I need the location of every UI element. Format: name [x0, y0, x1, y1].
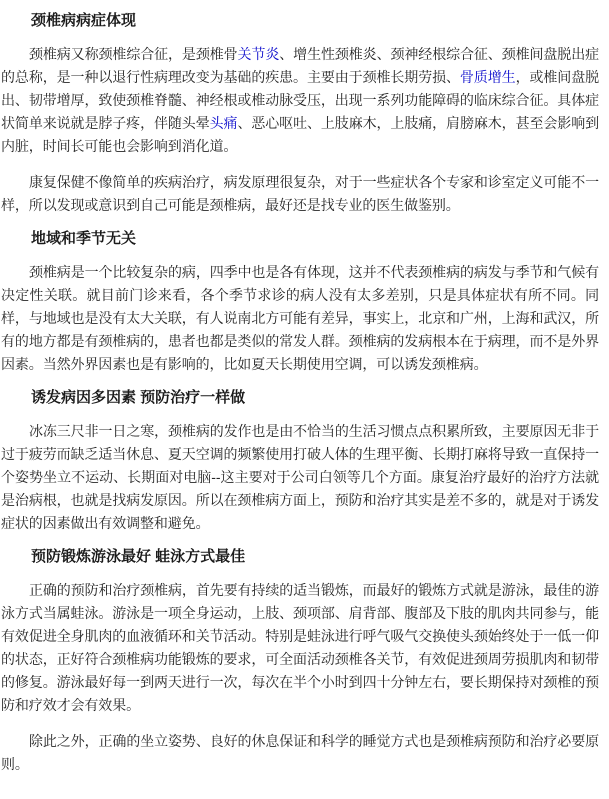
- text-run: 颈椎病又称颈椎综合征，是颈椎骨: [29, 46, 238, 62]
- text-run: 正确的预防和治疗颈椎病，首先要有持续的适当锻炼，而最好的锻炼方式就是游泳，最佳的游泳方式当属蛙泳。游泳是一项全身运动，上肢、颈项部、肩背部、腹部及下肢的肌肉共同参与，能有效促进全身肌肉的血液循环和关节活动。特别是蛙泳进行呼气吸气交换使头颈始终处于一低一仰的状态，正好符合颈椎病功能锻炼的要求，可全面活动颈椎各关节，有效促进颈周劳损肌肉和韧带的修复。游泳最好每一到两天进行一次，每次在半个小时到四十分钟左右，要长期保持对颈椎的预防和疗效才会有效果。: [1, 582, 599, 713]
- text-run: 冰冻三尺非一日之寒，颈椎病的发作也是由不恰当的生活习惯点点积累所致，主要原因无非于过于疲劳而缺乏适当休息、夏天空调的频繁使用打破人体的生理平衡、长期打麻将导致一直保持一个姿势坐立不运动、长期面对电脑--这主要对于公司白领等几个方面。康复治疗最好的治疗方法就是治病根，也就是找病发原因。所以在颈椎病方面上，预防和治疗其实是差不多的，就是对于诱发症状的因素做出有效调整和避免。: [1, 423, 599, 531]
- text-run: 、增生性颈椎炎、颈神经根综合征、颈椎间盘脱出症的总称，是一种以退行性病理改变为基础的疾患。主要由于颈椎长期劳损、: [1, 46, 600, 85]
- section-heading: 诱发病因多因素 预防治疗一样做: [31, 389, 246, 406]
- text-run: ，或椎间盘脱出、韧带增厚，致使颈椎脊髓、神经根或椎动脉受压，出现一系列功能障碍的临床综合征。具体症状简单来说就是脖子疼，伴随头晕: [1, 69, 599, 131]
- article-paragraph: [1, 261, 599, 376]
- text-run: 、恶心呕吐、上肢麻木，上肢痛，肩膀麻木，甚至会影响到内脏，时间长可能也会影响到消化道。: [1, 115, 600, 154]
- article-paragraph: [1, 420, 599, 535]
- section-heading: 颈椎病病症体现: [31, 12, 137, 29]
- article-paragraph: [1, 730, 599, 776]
- text-run: 除此之外，正确的坐立姿势、良好的休息保证和科学的睡觉方式也是颈椎病预防和治疗必要原则。: [1, 733, 599, 772]
- article-paragraph: [1, 43, 599, 158]
- inline-link[interactable]: 骨质增生: [459, 69, 516, 85]
- text-run: 颈椎病是一个比较复杂的病，四季中也是各有体现，这并不代表颈椎病的病发与季节和气候有决定性关联。就目前门诊来看，各个季节求诊的病人没有太多差别，只是具体症状有所不同。同样，与地域也是没有太大关联，有人说南北方可能有差异，事实上，北京和广州，上海和武汉，所有的地方都是有颈椎病的，患者也都是类似的常发人群。颈椎病的发病根本在于病理，而不是外界因素。当然外界因素也是有影响的，比如夏天长期使用空调，可以诱发颈椎病。: [1, 264, 599, 372]
- inline-link[interactable]: 关节炎: [237, 46, 280, 62]
- article-paragraph: [1, 579, 599, 717]
- section-heading: 地域和季节无关: [31, 230, 137, 247]
- inline-link[interactable]: 头痛: [209, 115, 238, 131]
- text-run: 康复保健不像简单的疾病治疗，病发原理很复杂，对于一些症状各个专家和诊室定义可能不一样，所以发现或意识到自己可能是颈椎病，最好还是找专业的医生做鉴别。: [1, 174, 599, 213]
- article-paragraph: [1, 171, 599, 217]
- section-heading: 预防锻炼游泳最好 蛙泳方式最佳: [31, 548, 246, 565]
